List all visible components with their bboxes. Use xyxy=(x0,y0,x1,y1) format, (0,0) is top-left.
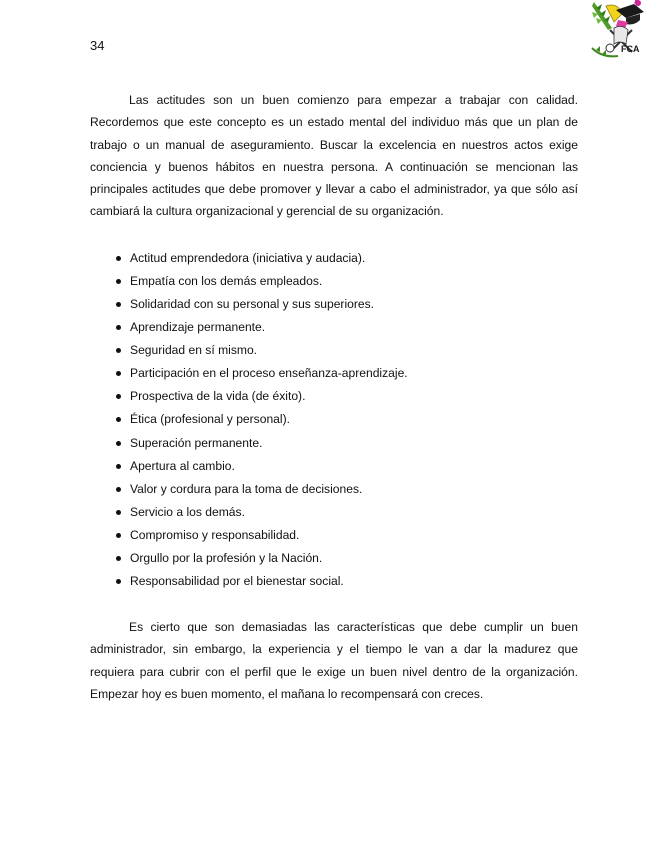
spacer xyxy=(90,223,578,247)
attitudes-list xyxy=(90,247,578,593)
closing-paragraph: Es cierto que son demasiadas las características que debe cumplir un buen administrador, sin embargo, la experiencia y el tiempo le van a dar la madurez que requiera para cubrir con el perfil que le exige un buen nivel dentro de la organización. Empezar hoy es buen momento, el mañana lo recompensará con creces. xyxy=(90,620,578,702)
list-item: Valor y cordura para la toma de decisiones. xyxy=(90,478,578,501)
intro-paragraph: Las actitudes son un buen comienzo para empezar a trabajar con calidad. Recordemos que este concepto es un estado mental del individuo más que un plan de trabajo o un manual de aseguramiento. Buscar la excelencia en nuestros actos exige conciencia y buenos hábitos en nuestra persona. A continuación se mencionan las principales actitudes que debe promover y llevar a cabo el administrador, ya que sólo así cambiará la cultura organizacional y gerencial de su organización. xyxy=(90,93,578,219)
list-item: Solidaridad con su personal y sus superiores. xyxy=(90,293,578,316)
spacer xyxy=(90,593,578,616)
list-item: Superación permanente. xyxy=(90,432,578,455)
logo-seal xyxy=(606,44,614,52)
list-item: Servicio a los demás. xyxy=(90,501,578,524)
list-item: Responsabilidad por el bienestar social. xyxy=(90,570,578,593)
list-item: Participación en el proceso enseñanza-aprendizaje. xyxy=(90,362,578,385)
faculty-logo-icon xyxy=(588,0,652,62)
page-number: 34 xyxy=(90,38,105,53)
list-item: Prospectiva de la vida (de éxito). xyxy=(90,385,578,408)
page-content xyxy=(90,89,578,705)
list-item: Empatía con los demás empleados. xyxy=(90,270,578,293)
list-item: Orgullo por la profesión y la Nación. xyxy=(90,547,578,570)
list-item: Aprendizaje permanente. xyxy=(90,316,578,339)
logo-text: FCA xyxy=(621,44,640,54)
list-item: Actitud emprendedora (iniciativa y audacia). xyxy=(90,247,578,270)
list-item: Ética (profesional y personal). xyxy=(90,408,578,431)
list-item: Seguridad en sí mismo. xyxy=(90,339,578,362)
list-item: Compromiso y responsabilidad. xyxy=(90,524,578,547)
list-item: Apertura al cambio. xyxy=(90,455,578,478)
